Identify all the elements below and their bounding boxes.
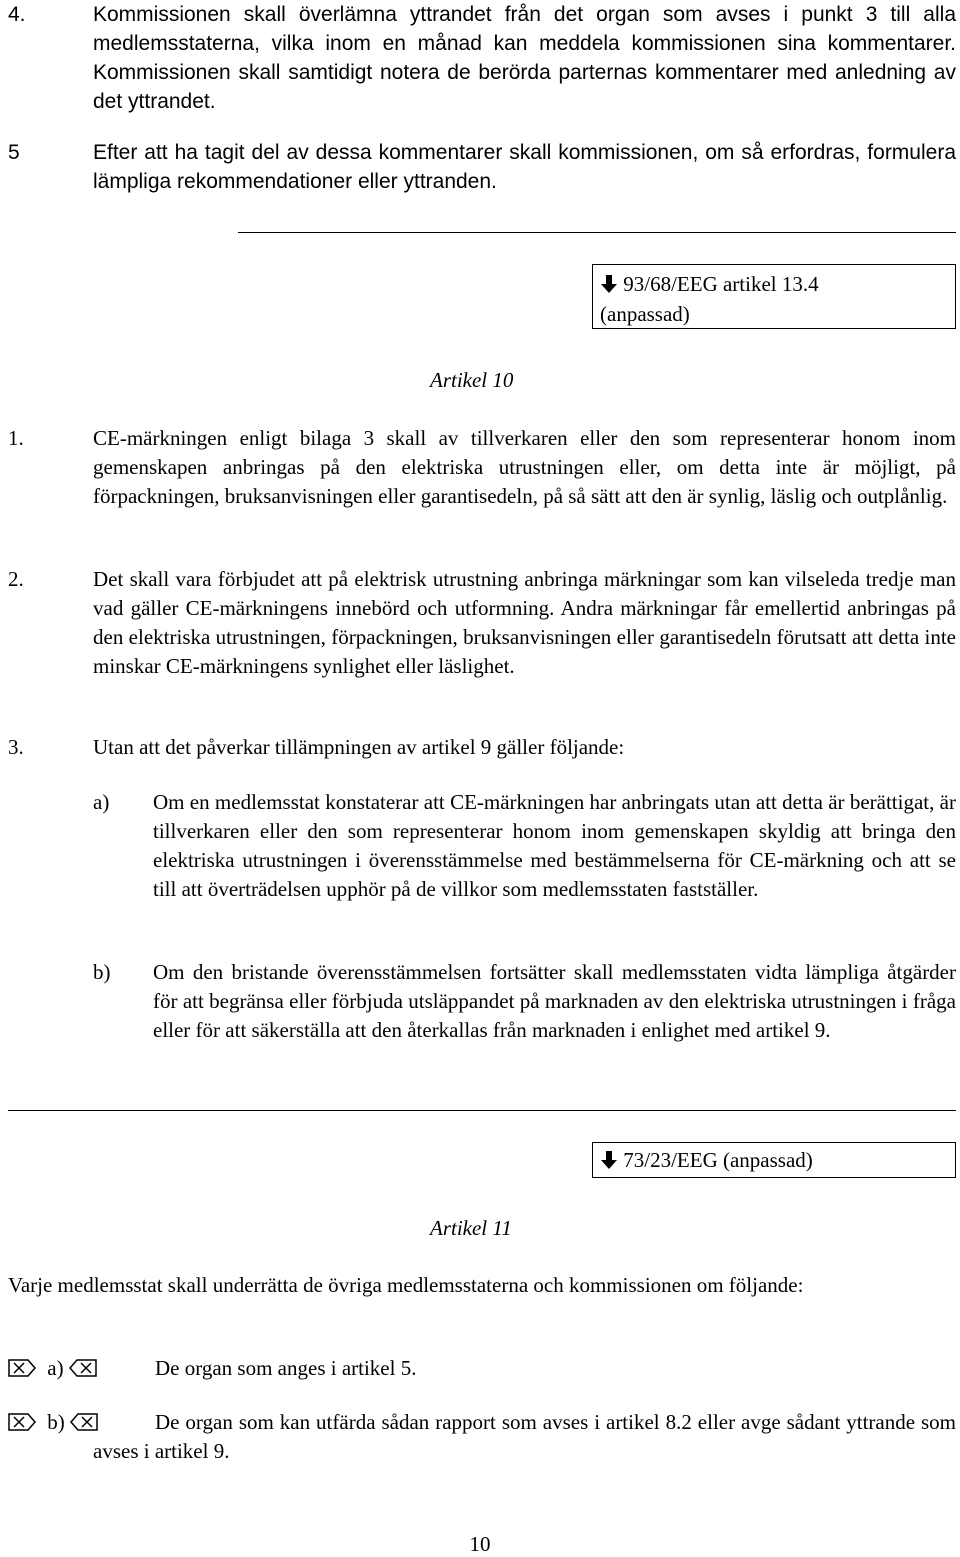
list-item [8, 1354, 97, 1383]
paragraph-1-number: 1. [8, 426, 24, 450]
article-10-title: Artikel 10 [430, 368, 514, 392]
paragraph-3-number: 3. [8, 735, 24, 759]
arrow-down-icon [600, 272, 623, 296]
item-4-text [93, 0, 956, 116]
source-reference-line1: 93/68/EEG artikel 13.4 [623, 272, 819, 296]
article-11-title: Artikel 11 [430, 1216, 512, 1240]
deletion-start-icon [8, 1410, 41, 1434]
section-divider [8, 1110, 956, 1111]
item-5-number: 5 [8, 141, 20, 164]
subitem-b-text: Om den bristande överensstämmelsen fortsätter skall medlemsstaten vidta lämpliga åtgärder för att begränsa eller förbjuda utsläppandet på marknaden av den elektriska utrustningen i fråga eller för att säkerställa att den återkallas från marknaden i enlighet med artikel 9. [153, 960, 956, 1042]
source-reference-line2: (anpassad) [600, 302, 690, 326]
subitem-a-text: Om en medlemsstat konstaterar att CE-märkningen har anbringats utan att detta är berättigat, är tillverkaren eller den som representerar honom inom gemenskapen skyldig att bringa den elektriska utrustningen i överensstämmelse med bestämmelserna för CE-märkning och att se till att överträdelsen upphör på de villkor som medlemsstaten fastställer. [153, 790, 956, 901]
source-reference-line1: 73/23/EEG (anpassad) [623, 1148, 813, 1172]
item-4-text-content: Kommissionen skall överlämna yttrandet från det organ som avses i punkt 3 till alla medlemsstaterna, vilka inom en månad kan meddela kommissionen sina kommentarer. Kommissionen skall samtidigt notera de berörda parternas kommentarer med anledning av det yttrandet. [93, 3, 956, 113]
article-11-intro: Varje medlemsstat skall underrätta de övriga medlemsstaterna och kommissionen om följande: [8, 1273, 804, 1297]
source-reference-box [592, 1142, 956, 1178]
list-item [8, 1408, 98, 1437]
deletion-end-icon [69, 1356, 97, 1380]
arrow-down-icon [600, 1148, 623, 1172]
source-reference-box [592, 264, 956, 329]
paragraph-3-text: Utan att det påverkar tillämpningen av artikel 9 gäller följande: [93, 735, 625, 759]
paragraph-2-text: Det skall vara förbjudet att på elektrisk utrustning anbringa märkningar som kan vilseleda tredje man vad gäller CE-märkningens innebörd och utformning. Andra märkningar får emellertid anbringas på den elektriska utrustningen, förpackningen, bruksanvisningen eller garantisedeln förutsatt att detta inte minskar CE-märkningens synlighet eller läslighet. [93, 567, 956, 678]
subitem-a-label: a) [93, 790, 110, 814]
subitem-b-label: b) [93, 960, 111, 984]
list-item-text: De organ som kan utfärda sådan rapport som avses i artikel 8.2 eller avge sådant yttrande som avses i artikel 9. [93, 1410, 956, 1463]
section-divider [238, 232, 956, 233]
paragraph-2-number: 2. [8, 567, 24, 591]
item-5-text [93, 138, 956, 196]
item-label: a) [47, 1356, 64, 1380]
page-number: 10 [469, 1532, 491, 1556]
paragraph-1-text: CE-märkningen enligt bilaga 3 skall av tillverkaren eller den som representerar honom inom gemenskapen anbringas på den elektriska utrustningen eller, om detta inte är möjligt, på förpackningen, bruksanvisningen eller garantisedeln, på så sätt att den är synlig, läslig och outplånlig. [93, 426, 956, 508]
item-4-number: 4. [8, 3, 26, 26]
item-5-text-content: Efter att ha tagit del av dessa kommentarer skall kommissionen, om så erfordras, formulera lämpliga rekommendationer eller yttranden. [93, 141, 956, 193]
list-item-text: De organ som anges i artikel 5. [155, 1356, 417, 1380]
deletion-start-icon [8, 1356, 41, 1380]
item-label: b) [47, 1410, 65, 1434]
